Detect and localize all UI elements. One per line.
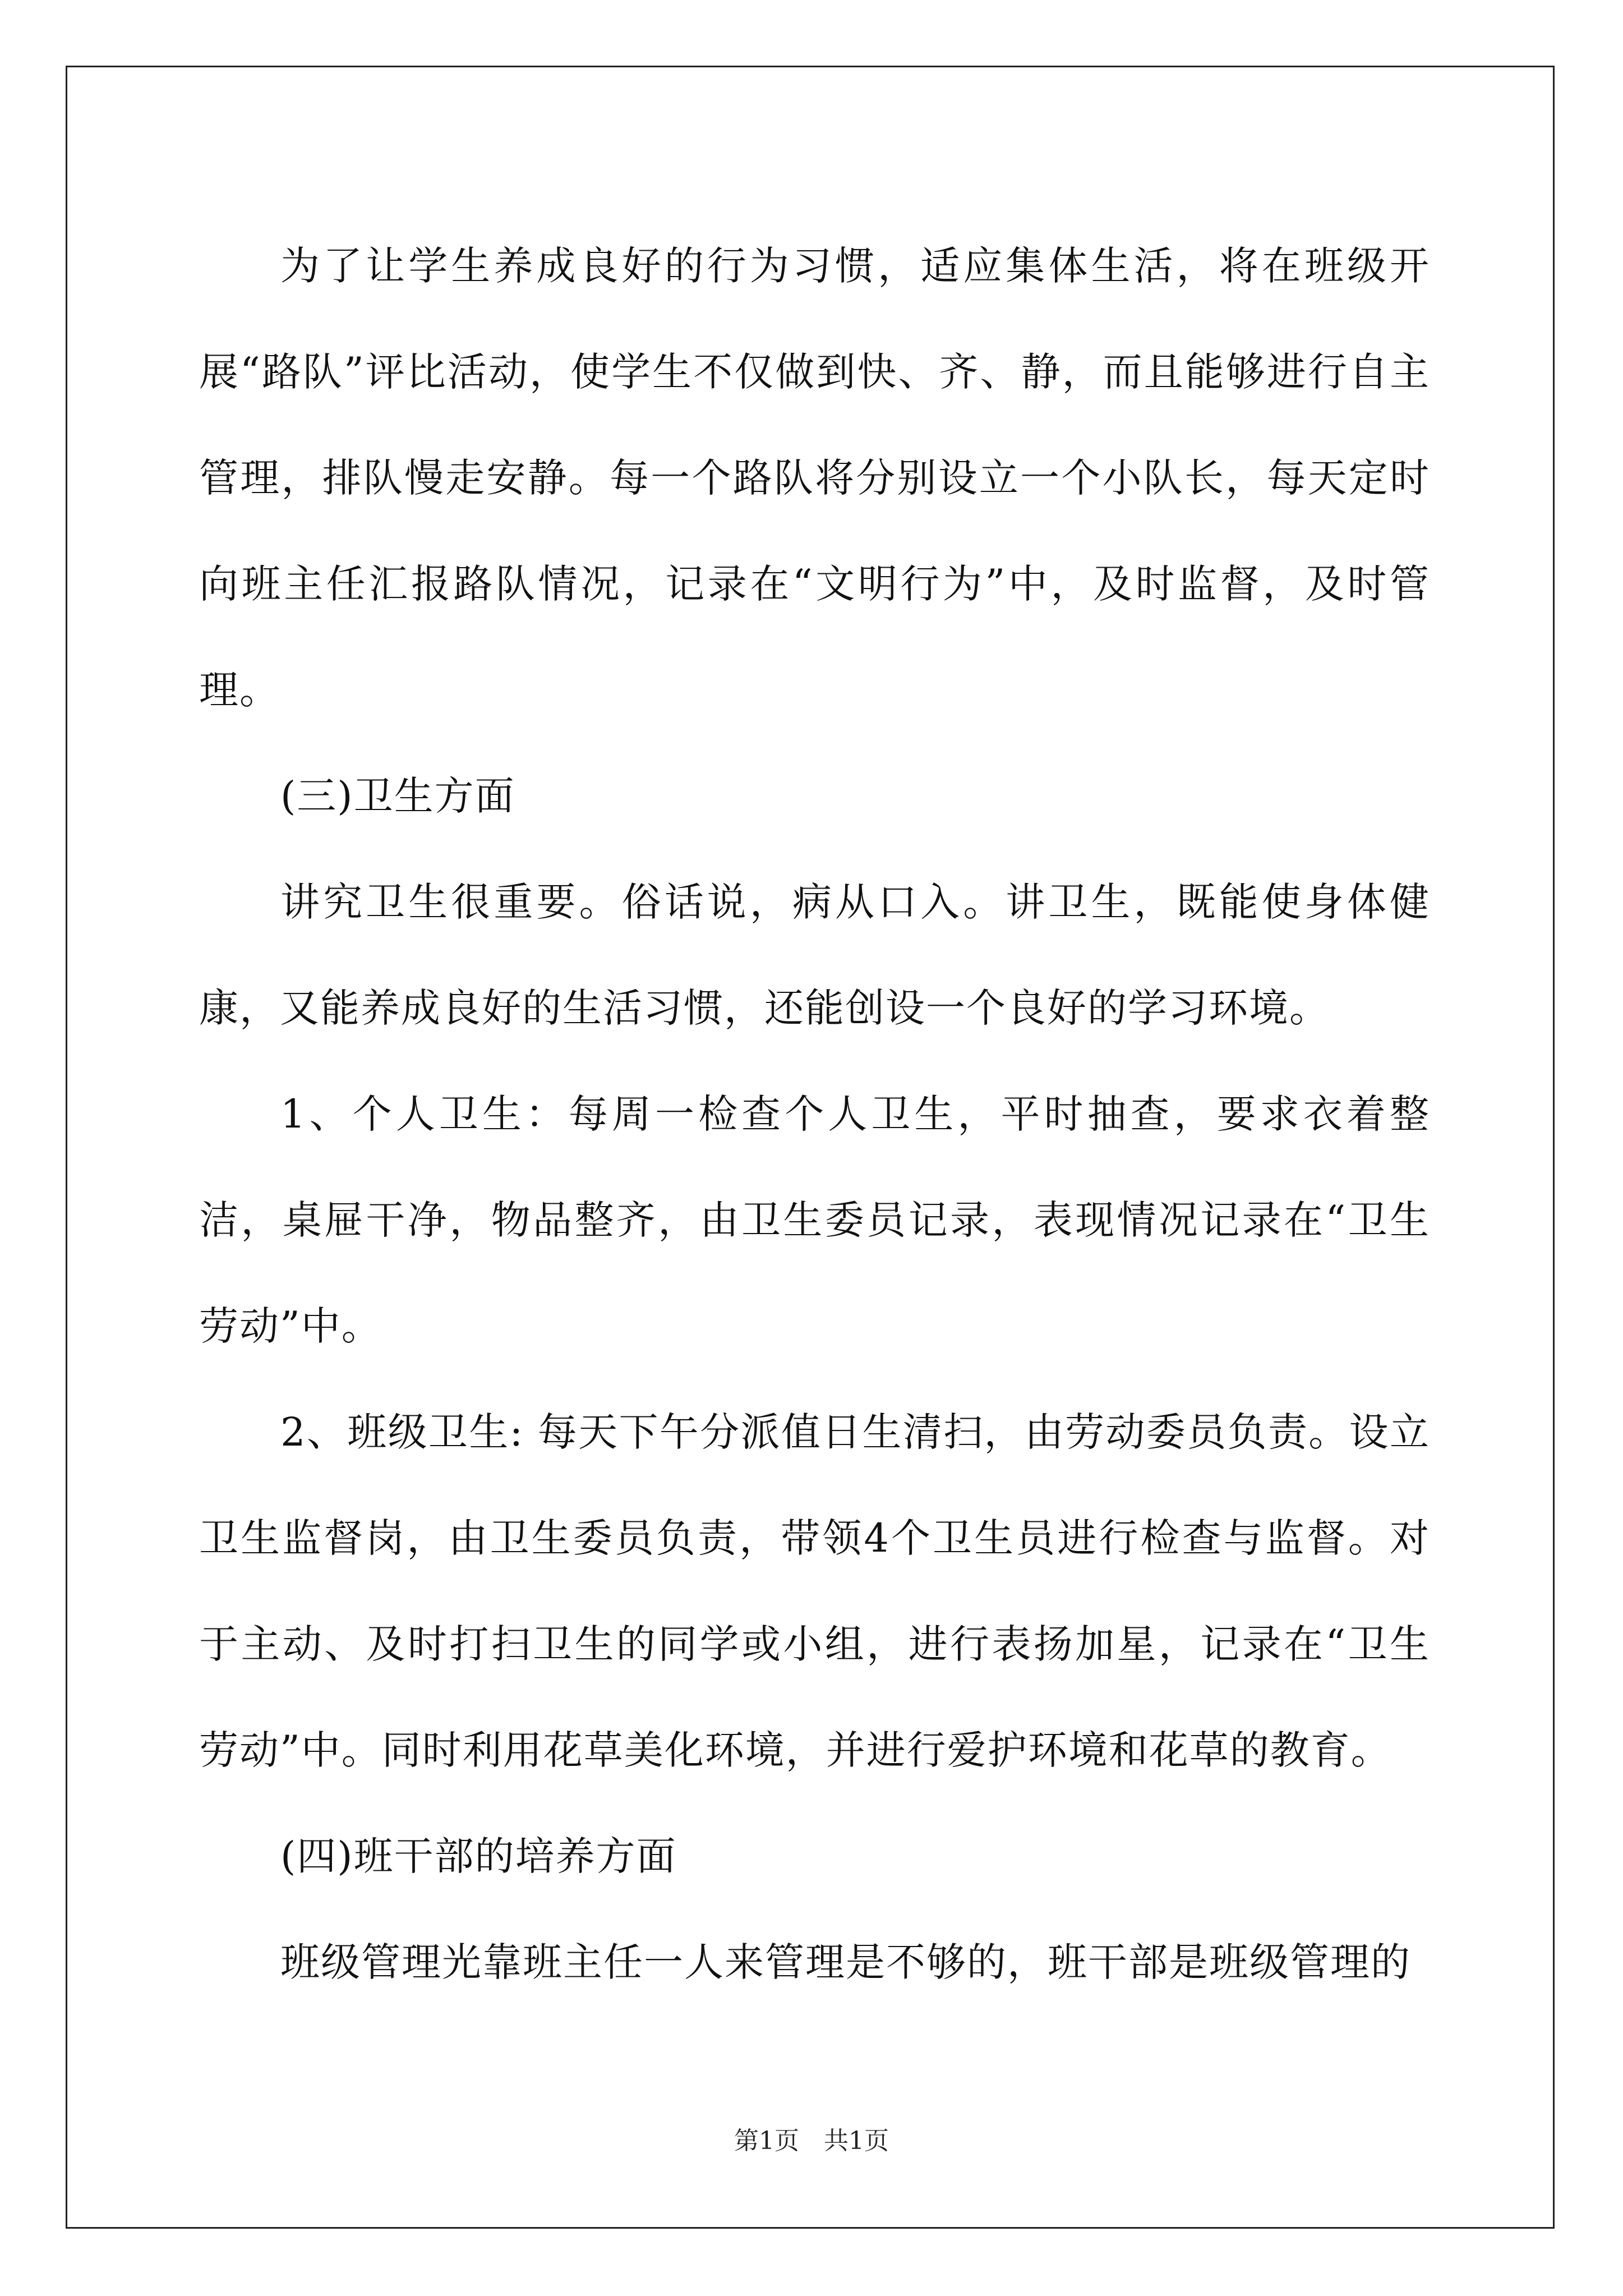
section-heading-hygiene: (三)卫生方面 [280,773,515,819]
paragraph-road-team: 为了让学生养成良好的行为习惯，适应集体生活，将在班级开展“路队”评比活动，使学生不仅做到快、齐、静，而且能够进行自主管理，排队慢走安静。每一个路队将分别设立一个小队长，每天定时向班主任汇报路队情况，记录在“文明行为”中，及时监督，及时管理。 [199,243,1430,713]
paragraph-class-management: 班级管理光靠班主任一人来管理是不够的，班干部是班级管理的 [280,1939,1411,1985]
paragraph-class-hygiene: 2、班级卫生: 每天下午分派值日生清扫，由劳动委员负责。设立卫生监督岗，由卫生委员负责，带领4个卫生员进行检查与监督。对于主动、及时打扫卫生的同学或小组，进行表扬加星，记录在“卫生劳动”中。同时利用花草美化环境，并进行爱护环境和花草的教育。 [199,1409,1430,1773]
section-heading-class-cadres: (四)班干部的培养方面 [280,1833,677,1879]
document-body [199,213,1430,2016]
paragraph-hygiene-intro: 讲究卫生很重要。俗话说，病从口入。讲卫生，既能使身体健康，又能养成良好的生活习惯，还能创设一个良好的学习环境。 [199,879,1430,1031]
page-number-footer: 第1页 共1页 [734,2127,889,2155]
paragraph-personal-hygiene: 1、个人卫生：每周一检查个人卫生，平时抽查，要求衣着整洁，桌屉干净，物品整齐，由卫生委员记录，表现情况记录在“卫生劳动”中。 [199,1091,1430,1349]
